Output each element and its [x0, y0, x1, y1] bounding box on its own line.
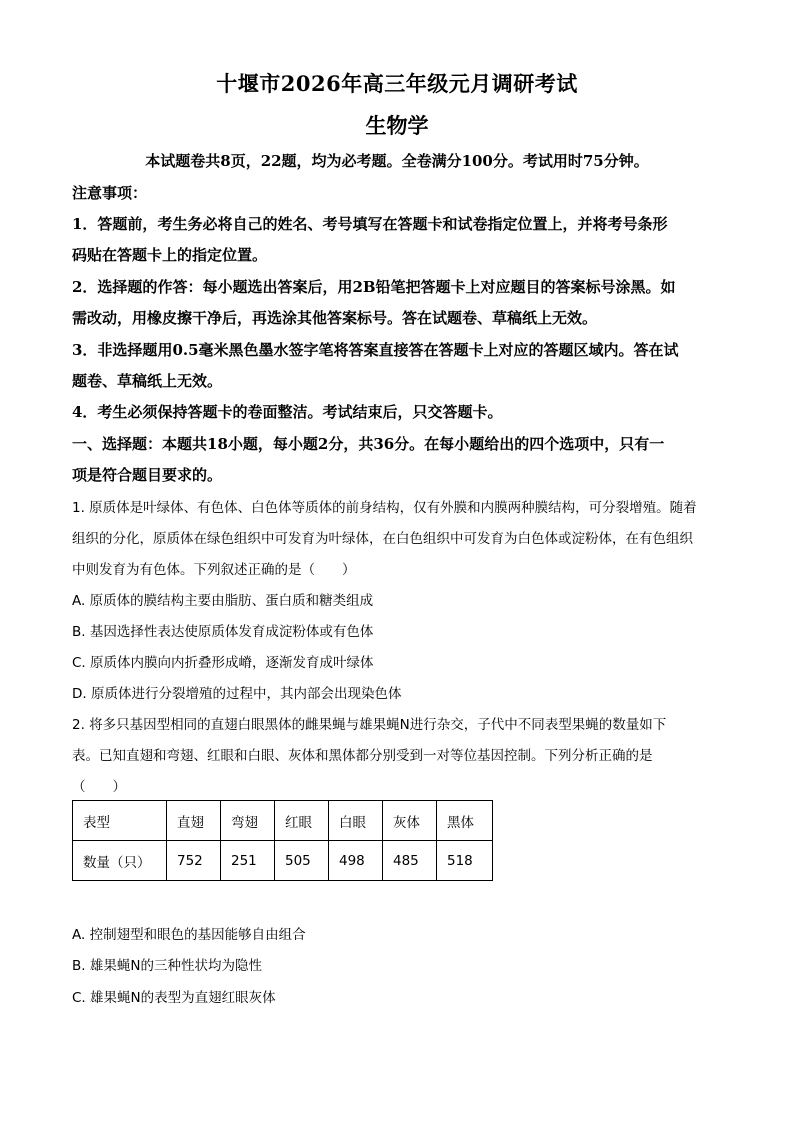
- q1-option-a: A. 原质体的膜结构主要由脂肪、蛋白质和糖类组成: [72, 593, 374, 609]
- table-header-cell: 红眼: [275, 801, 329, 841]
- table-header-cell: 直翅: [167, 801, 221, 841]
- q1-option-c: C. 原质体内膜向内折叠形成嵴，逐渐发育成叶绿体: [72, 655, 374, 671]
- table-header-row: [73, 801, 493, 841]
- q2-stem-line-1: 2. 将多只基因型相同的直翅白眼黑体的雌果蝇与雄果蝇N进行杂交，子代中不同表型果蝇的数量如下: [72, 717, 667, 733]
- section-heading-line-2: 项是符合题目要求的。: [72, 466, 223, 484]
- notice-heading: 注意事项：: [72, 184, 148, 202]
- table-header-cell: 弯翅: [221, 801, 275, 841]
- exam-info: 本试题卷共8页，22题，均为必考题。全卷满分100分。考试用时75分钟。: [145, 152, 649, 170]
- notice-item-3-line-2: 题卷、草稿纸上无效。: [72, 372, 223, 390]
- q2-option-c: C. 雄果蝇N的表型为直翅红眼灰体: [72, 990, 276, 1006]
- table-cell: 498: [329, 841, 383, 881]
- notice-item-2-line-1: 2．选择题的作答：每小题选出答案后，用2B铅笔把答题卡上对应题目的答案标号涂黑。如: [72, 278, 676, 296]
- table-cell: 251: [221, 841, 275, 881]
- q2-stem-line-3: （ ）: [72, 779, 126, 795]
- table-cell: 752: [167, 841, 221, 881]
- q1-option-d: D. 原质体进行分裂增殖的过程中，其内部会出现染色体: [72, 686, 402, 702]
- q2-stem-line-2: 表。已知直翅和弯翅、红眼和白眼、灰体和黑体都分别受到一对等位基因控制。下列分析正确的是: [72, 748, 653, 764]
- q1-stem-line-1: 1. 原质体是叶绿体、有色体、白色体等质体的前身结构，仅有外膜和内膜两种膜结构，可分裂增殖。随着: [72, 500, 697, 516]
- table-cell: 505: [275, 841, 329, 881]
- notice-item-3-line-1: 3．非选择题用0.5毫米黑色墨水签字笔将答案直接答在答题卡上对应的答题区域内。答在试: [72, 341, 679, 359]
- q1-option-b: B. 基因选择性表达使原质体发育成淀粉体或有色体: [72, 624, 374, 640]
- q1-stem-line-3: 中则发育为有色体。下列叙述正确的是（ ）: [72, 562, 356, 578]
- table-cell: 485: [383, 841, 437, 881]
- table-header-cell: 灰体: [383, 801, 437, 841]
- notice-item-1-line-1: 1．答题前，考生务必将自己的姓名、考号填写在答题卡和试卷指定位置上，并将考号条形: [72, 215, 668, 233]
- table-header-cell: 白眼: [329, 801, 383, 841]
- table-header-cell: 表型: [73, 801, 167, 841]
- q2-option-b: B. 雄果蝇N的三种性状均为隐性: [72, 958, 262, 974]
- exam-title: 十堰市2026年高三年级元月调研考试: [216, 71, 578, 96]
- notice-item-2-line-2: 需改动，用橡皮擦干净后，再选涂其他答案标号。答在试题卷、草稿纸上无效。: [72, 309, 598, 327]
- table-cell: 数量（只）: [73, 841, 167, 881]
- subject-title: 生物学: [365, 113, 429, 138]
- table-row: [73, 841, 493, 881]
- q1-stem-line-2: 组织的分化，原质体在绿色组织中可发育为叶绿体，在白色组织中可发育为白色体或淀粉体，在有色组织: [72, 531, 693, 547]
- notice-item-1-line-2: 码贴在答题卡上的指定位置。: [72, 246, 268, 264]
- table-header-cell: 黑体: [437, 801, 493, 841]
- q2-option-a: A. 控制翅型和眼色的基因能够自由组合: [72, 927, 306, 943]
- phenotype-table: [72, 800, 493, 881]
- section-heading-line-1: 一、选择题：本题共18小题，每小题2分，共36分。在每小题给出的四个选项中，只有一: [72, 435, 665, 453]
- table-cell: 518: [437, 841, 493, 881]
- notice-item-4: 4．考生必须保持答题卡的卷面整洁。考试结束后，只交答题卡。: [72, 403, 503, 421]
